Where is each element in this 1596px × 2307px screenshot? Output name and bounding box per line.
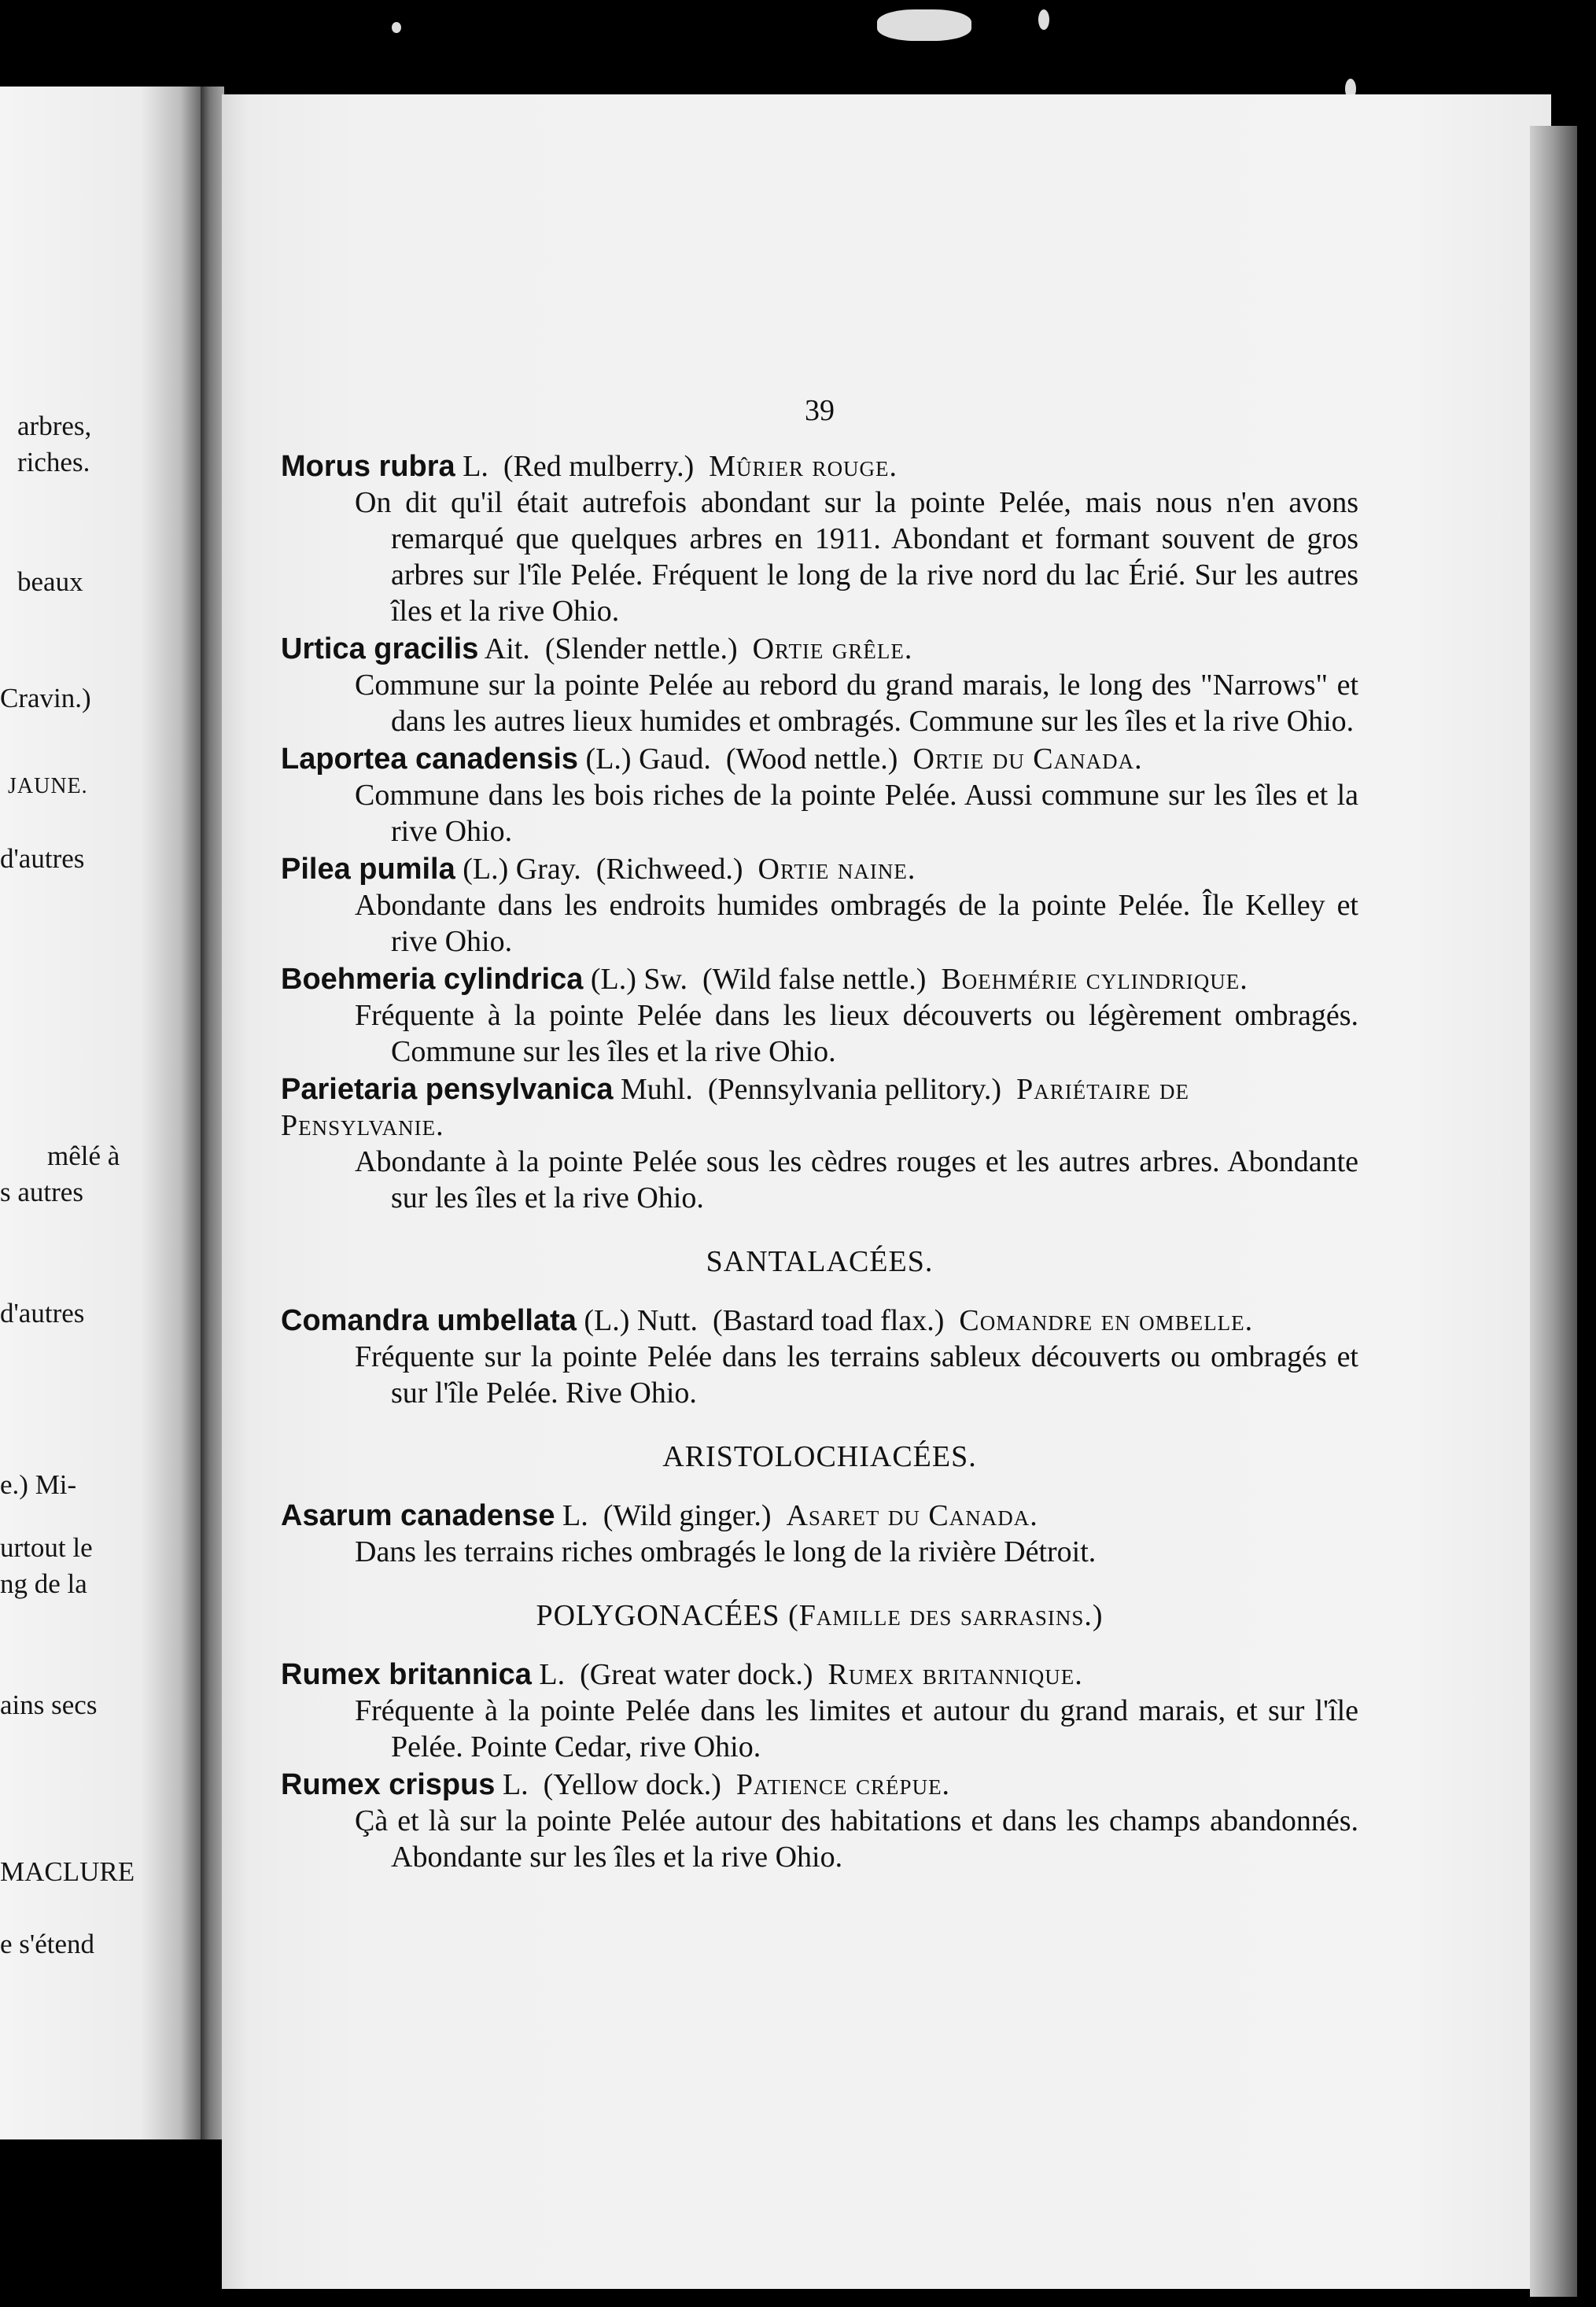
- species-entry: [281, 961, 1358, 1070]
- common-name-fr: Ortie grêle.: [752, 632, 913, 665]
- scientific-name: Rumex crispus: [281, 1768, 496, 1801]
- species-entry: [281, 741, 1358, 849]
- common-name-fr: Pariétaire de Pensylvanie.: [281, 1073, 1190, 1142]
- common-name-en: (Pennsylvania pellitory.): [707, 1073, 1002, 1106]
- authority: L.: [539, 1658, 566, 1691]
- scientific-name: Laportea canadensis: [281, 743, 579, 776]
- common-name-en: (Red mulberry.): [503, 450, 695, 483]
- authority: (L.) Sw.: [590, 963, 688, 996]
- common-name-en: (Yellow dock.): [543, 1768, 721, 1801]
- family-subtitle: (Famille des sarrasins.): [788, 1599, 1104, 1632]
- species-description: Fréquente sur la pointe Pelée dans les terrains sableux découverts ou ombragés et sur l'île Pelée. Rive Ohio.: [355, 1340, 1358, 1410]
- left-fragment: d'autres: [0, 1298, 85, 1329]
- species-heading: [281, 1498, 1358, 1534]
- left-fragment: JAUNE.: [8, 774, 88, 798]
- species-entry: [281, 1498, 1358, 1570]
- species-description: Fréquente à la pointe Pelée dans les limites et autour du grand marais, et sur l'île Pelée. Pointe Cedar, rive Ohio.: [355, 1694, 1358, 1763]
- scan-speck: [1038, 9, 1049, 30]
- species-heading: [281, 448, 1358, 485]
- species-heading: [281, 851, 1358, 887]
- scientific-name: Boehmeria cylindrica: [281, 963, 584, 996]
- species-entry: [281, 448, 1358, 629]
- scientific-name: Pilea pumila: [281, 853, 455, 886]
- common-name-fr: Rumex britannique.: [827, 1658, 1083, 1691]
- authority: Ait.: [484, 632, 530, 665]
- page-content: [281, 307, 1358, 1877]
- scan-speck: [392, 22, 401, 33]
- species-description: Commune sur la pointe Pelée au rebord du grand marais, le long des "Narrows" et dans les autres lieux humides et ombragés. Commune sur les îles et la rive Ohio.: [355, 669, 1358, 738]
- scientific-name: Rumex britannica: [281, 1658, 532, 1691]
- species-heading: [281, 1303, 1358, 1339]
- common-name-en: (Bastard toad flax.): [712, 1304, 945, 1337]
- scientific-name: Morus rubra: [281, 450, 455, 483]
- species-heading: [281, 961, 1358, 997]
- main-page: [222, 94, 1551, 2289]
- family-name: POLYGONACÉES: [536, 1599, 780, 1632]
- common-name-en: (Slender nettle.): [544, 632, 738, 665]
- species-entry: [281, 1657, 1358, 1765]
- common-name-en: (Wild ginger.): [603, 1499, 772, 1532]
- species-description: On dit qu'il était autrefois abondant sur la pointe Pelée, mais nous n'en avons remarqué que quelques arbres en 1911. Abondant et formant souvent de gros arbres sur l'île Pelée. Fréquent le long de la rive nord du lac Érié. Sur les autres îles et la rive Ohio.: [355, 486, 1358, 628]
- common-name-fr: Mûrier rouge.: [709, 450, 898, 483]
- page-edge-shadow: [1530, 126, 1577, 2297]
- left-fragment: urtout le: [0, 1532, 93, 1563]
- previous-page: [0, 87, 201, 2139]
- left-fragment: ng de la: [0, 1568, 87, 1599]
- species-entry: [281, 851, 1358, 960]
- family-heading: ARISTOLOCHIACÉES.: [662, 1440, 977, 1473]
- species-entry: [281, 631, 1358, 739]
- entries-group-4: [281, 1657, 1358, 1875]
- authority: L.: [562, 1499, 588, 1532]
- entries-group-1: [281, 448, 1358, 1216]
- species-description: Fréquente à la pointe Pelée dans les lieux découverts ou légèrement ombragés. Commune sur les îles et la rive Ohio.: [355, 999, 1358, 1068]
- left-fragment: arbres,: [17, 411, 92, 441]
- species-heading: [281, 741, 1358, 777]
- authority: L.: [463, 450, 488, 483]
- common-name-fr: Boehmérie cylindrique.: [941, 963, 1248, 996]
- entries-group-3: [281, 1498, 1358, 1570]
- common-name-fr: Comandre en ombelle.: [959, 1304, 1254, 1337]
- species-description: Commune dans les bois riches de la pointe Pelée. Aussi commune sur les îles et la rive Ohio.: [355, 779, 1358, 848]
- scan-background-top: [0, 0, 1596, 87]
- left-fragment: ains secs: [0, 1690, 98, 1720]
- left-fragment: e.) Mi-: [0, 1469, 77, 1500]
- scientific-name: Asarum canadense: [281, 1499, 555, 1532]
- species-description: Abondante dans les endroits humides ombragés de la pointe Pelée. Île Kelley et rive Ohio.: [355, 889, 1358, 958]
- scientific-name: Urtica gracilis: [281, 632, 479, 665]
- left-fragment: beaux: [17, 566, 83, 597]
- common-name-en: (Wild false nettle.): [702, 963, 927, 996]
- common-name-en: (Great water dock.): [580, 1658, 813, 1691]
- authority: L.: [502, 1768, 529, 1801]
- book-gutter: [201, 87, 224, 2139]
- authority: (L.) Gray.: [463, 853, 581, 886]
- species-heading: [281, 1071, 1358, 1144]
- species-entry: [281, 1071, 1358, 1216]
- page-number: 39: [805, 394, 835, 427]
- species-heading: [281, 1767, 1358, 1803]
- family-heading: [281, 1598, 1358, 1633]
- scientific-name: Parietaria pensylvanica: [281, 1073, 614, 1106]
- scan-speck: [877, 9, 971, 41]
- left-fragment: d'autres: [0, 843, 85, 874]
- authority: (L.) Nutt.: [584, 1304, 698, 1337]
- entries-group-2: [281, 1303, 1358, 1411]
- authority: (L.) Gaud.: [585, 743, 711, 776]
- species-entry: [281, 1767, 1358, 1875]
- family-heading: SANTALACÉES.: [706, 1245, 934, 1278]
- common-name-fr: Patience crépue.: [735, 1768, 951, 1801]
- authority: Muhl.: [620, 1073, 693, 1106]
- left-fragment: Cravin.): [0, 683, 91, 713]
- left-fragment: e s'étend: [0, 1929, 95, 1959]
- species-entry: [281, 1303, 1358, 1411]
- scientific-name: Comandra umbellata: [281, 1304, 577, 1337]
- common-name-en: (Richweed.): [595, 853, 743, 886]
- left-fragment: MACLURE: [0, 1856, 135, 1887]
- left-fragment: mêlé à: [47, 1141, 120, 1171]
- species-description: Abondante à la pointe Pelée sous les cèdres rouges et les autres arbres. Abondante sur les îles et la rive Ohio.: [355, 1145, 1358, 1214]
- common-name-fr: Ortie naine.: [757, 853, 916, 886]
- species-heading: [281, 631, 1358, 667]
- common-name-fr: Asaret du Canada.: [786, 1499, 1038, 1532]
- left-fragment: riches.: [17, 447, 90, 477]
- species-heading: [281, 1657, 1358, 1693]
- species-description: Çà et là sur la pointe Pelée autour des habitations et dans les champs abandonnés. Abondante sur les îles et la rive Ohio.: [355, 1804, 1358, 1874]
- left-fragment: s autres: [0, 1177, 83, 1207]
- common-name-fr: Ortie du Canada.: [912, 743, 1143, 776]
- common-name-en: (Wood nettle.): [725, 743, 898, 776]
- species-description: Dans les terrains riches ombragés le long de la rivière Détroit.: [355, 1535, 1097, 1568]
